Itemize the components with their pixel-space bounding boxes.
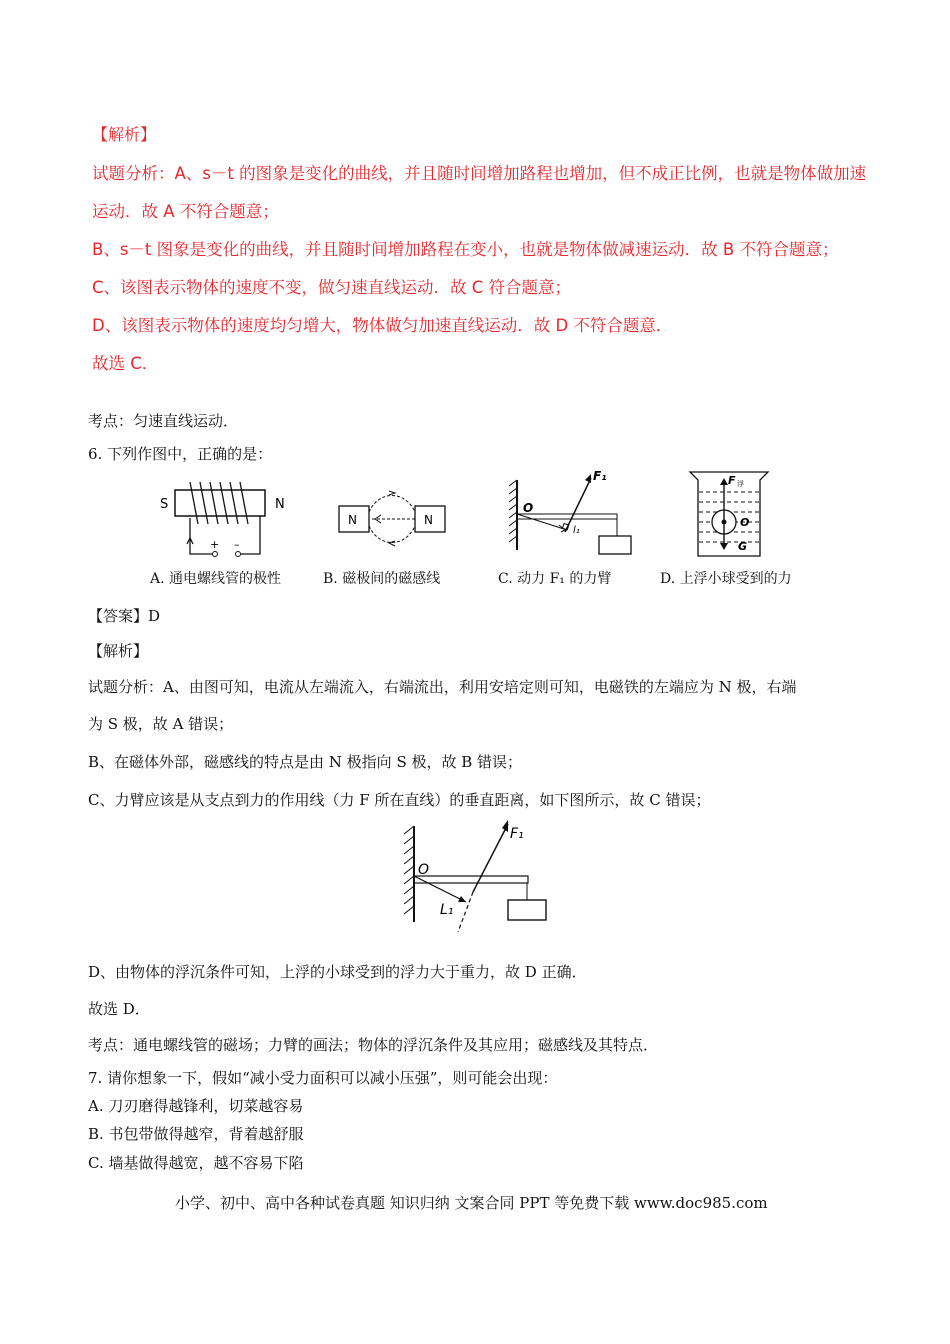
diagram-a-solenoid xyxy=(150,478,300,558)
question-6-stem: 6. 下列作图中，正确的是： xyxy=(88,445,273,463)
figure-force-label: F₁ xyxy=(510,826,524,842)
pivot-label: O xyxy=(523,501,534,515)
figure-pivot-label: O xyxy=(418,862,430,878)
diagram-d-beaker xyxy=(680,468,780,560)
kaodian-5: 考点：匀速直线运动． xyxy=(88,412,239,430)
diagram-b-magnets xyxy=(335,488,455,550)
analysis-line: 运动．故 A 不符合题意； xyxy=(92,202,279,221)
lever-arm-figure xyxy=(400,818,550,936)
q7-option-c: C. 墙基做得越宽，越不容易下陷 xyxy=(88,1154,304,1172)
diagram-c-lever xyxy=(505,470,645,558)
plus-label: + xyxy=(210,538,220,551)
magnet-left-label: N xyxy=(348,513,357,527)
analysis-6-line: 试题分析：A、由图可知，电流从左端流入，右端流出，利用安培定则可知，电磁铁的左端应为 N 极，右端 xyxy=(88,678,797,696)
minus-label: – xyxy=(234,538,240,551)
analysis-6-line: C、力臂应该是从支点到力的作用线（力 F 所在直线）的垂直距离，如下图所示，故 C 错误； xyxy=(88,791,711,809)
analysis-line: 故选 C． xyxy=(92,354,159,373)
caption-a: A. 通电螺线管的极性 xyxy=(150,571,282,587)
analysis-6-line: B、在磁体外部，磁感线的特点是由 N 极指向 S 极，故 B 错误； xyxy=(88,753,523,771)
analysis-line: D、该图表示物体的速度均匀增大，物体做匀加速直线运动．故 D 不符合题意． xyxy=(92,316,673,335)
analysis-heading-6: 【解析】 xyxy=(88,642,149,660)
pole-label-n: N xyxy=(275,497,285,512)
caption-b: B. 磁极间的磁感线 xyxy=(323,571,441,587)
buoyancy-label: F xyxy=(728,474,736,487)
q7-option-a: A. 刀刃磨得越锋利，切菜越容易 xyxy=(88,1097,304,1115)
analysis-line: 试题分析：A、s－t 的图象是变化的曲线，并且随时间增加路程也增加，但不成正比例，也就是物体做加速 xyxy=(92,164,867,183)
analysis-6-line: D、由物体的浮沉条件可知，上浮的小球受到的浮力大于重力，故 D 正确． xyxy=(88,963,587,981)
figure-arm-label: L₁ xyxy=(440,902,454,918)
analysis-6-line: 故选 D． xyxy=(88,1000,150,1018)
kaodian-6: 考点：通电螺线管的磁场；力臂的画法；物体的浮沉条件及其应用；磁感线及其特点． xyxy=(88,1036,659,1054)
answer-6: 【答案】D xyxy=(88,607,161,625)
page-footer: 小学、初中、高中各种试卷真题 知识归纳 文案合同 PPT 等免费下载 www.doc985.com xyxy=(175,1194,768,1212)
caption-c: C. 动力 F₁ 的力臂 xyxy=(498,571,612,587)
force-label: F₁ xyxy=(593,469,607,483)
analysis-6-line: 为 S 极，故 A 错误； xyxy=(88,715,234,733)
analysis-line: B、s－t 图象是变化的曲线，并且随时间增加路程在变小，也就是物体做减速运动．故 B 不符合题意； xyxy=(92,240,839,259)
ball-label: O xyxy=(740,516,750,529)
analysis-line: C、该图表示物体的速度不变，做匀速直线运动．故 C 符合题意； xyxy=(92,278,572,297)
question-7-stem: 7. 请你想象一下，假如“减小受力面积可以减小压强”，则可能会出现： xyxy=(88,1069,558,1087)
q7-option-b: B. 书包带做得越窄，背着越舒服 xyxy=(88,1125,304,1143)
magnet-right-label: N xyxy=(424,513,433,527)
pole-label-s: S xyxy=(160,497,169,512)
analysis-heading: 【解析】 xyxy=(92,125,157,144)
caption-d: D. 上浮小球受到的力 xyxy=(660,571,792,587)
buoyancy-subscript: 浮 xyxy=(737,480,744,488)
arm-label: l₁ xyxy=(573,525,580,536)
gravity-label: G xyxy=(738,540,748,553)
